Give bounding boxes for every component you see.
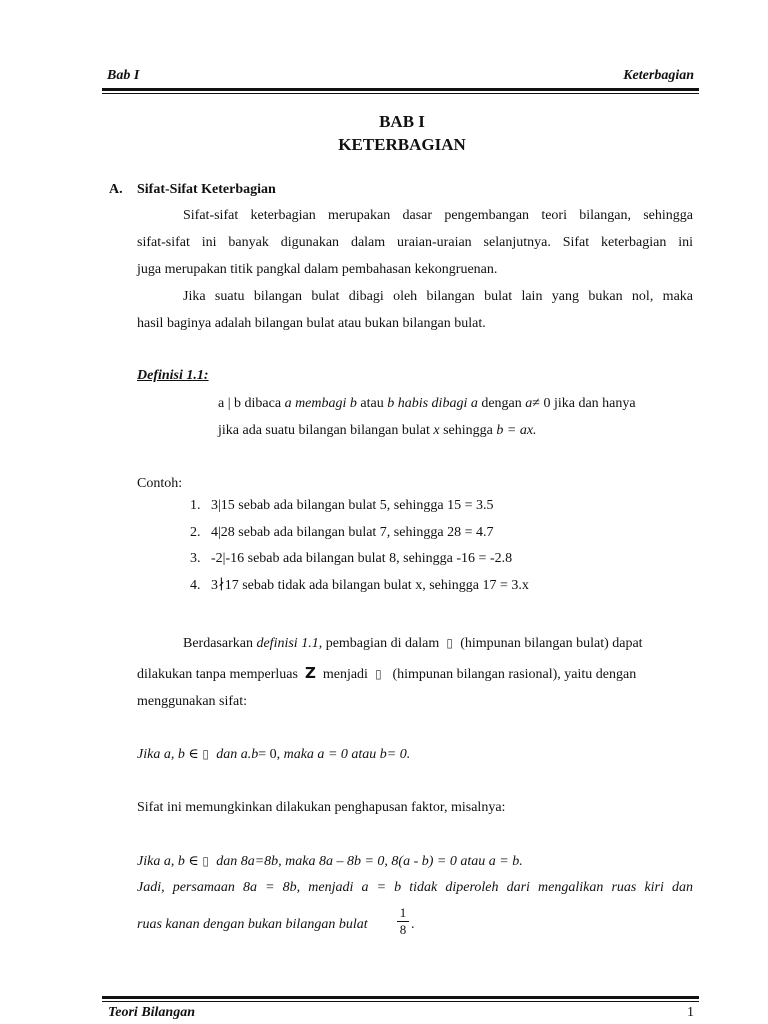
paragraph-1-line-1: Sifat-sifat keterbagian merupakan dasar pengembangan teori bilangan, sehingga [183, 208, 693, 223]
header-rule-thick [102, 88, 699, 91]
running-header-topic: Keterbagian [623, 68, 694, 83]
paragraph-1-line-2: sifat-sifat ini banyak digunakan dalam uraian-uraian selanjutnya. Sifat keterbagian ini [137, 235, 693, 250]
header-rule-thin [102, 93, 699, 94]
paragraph-4: Sifat ini memungkinkan dilakukan penghapusan faktor, misalnya: [137, 800, 506, 815]
running-header-chapter: Bab I [107, 68, 140, 83]
chapter-title: KETERBAGIAN [338, 135, 466, 154]
property-statement: Jika a, b ∈ ▯ dan a.b= 0, maka a = 0 atau b= 0. [137, 747, 411, 762]
section-title: Sifat-Sifat Keterbagian [137, 182, 276, 197]
missing-glyph-icon: ▯ [375, 667, 382, 681]
running-footer-book: Teori Bilangan [108, 1005, 196, 1020]
missing-glyph-icon: ▯ [202, 854, 209, 868]
example-2-line-3: ruas kanan dengan bukan bilangan bulat [137, 917, 368, 932]
paragraph-3-line-2: dilakukan tanpa memperluas Z menjadi ▯ (himpunan bilangan rasional), yaitu dengan [137, 664, 637, 682]
paragraph-3-line-1: Berdasarkan definisi 1.1, pembagian di dalam ▯ (himpunan bilangan bulat) dapat [183, 636, 643, 651]
paragraph-2-line-1: Jika suatu bilangan bulat dibagi oleh bilangan bulat lain yang bukan nol, maka [183, 289, 693, 304]
paragraph-2-line-2: hasil baginya adalah bilangan bulat atau bukan bilangan bulat. [137, 316, 486, 331]
fraction-one-eighth [397, 906, 409, 937]
example-2-period: . [411, 917, 415, 932]
examples-heading: Contoh: [137, 476, 183, 491]
definition-heading: Definisi 1.1: [137, 368, 209, 383]
examples-list [190, 496, 529, 602]
fraction-denominator: 8 [399, 922, 407, 937]
list-item: 3. -2|-16 sebab ada bilangan bulat 8, sehingga -16 = -2.8 [190, 551, 513, 566]
fraction-numerator: 1 [399, 905, 407, 920]
missing-glyph-icon: ▯ [446, 636, 454, 650]
paragraph-3-line-3: menggunakan sifat: [137, 694, 248, 709]
integer-set-symbol: Z [304, 664, 316, 682]
section-number: A. [109, 182, 123, 197]
page-number: 1 [687, 1005, 694, 1020]
footer-rule-thick [102, 996, 699, 999]
definition-line-1: a | b dibaca a membagi b atau b habis dibagi a dengan a≠ 0 jika dan hanya [218, 396, 636, 411]
footer-rule-thin [102, 1001, 699, 1002]
example-2-line-2: Jadi, persamaan 8a = 8b, menjadi a = b tidak diperoleh dari mengalikan ruas kiri dan [137, 880, 693, 895]
list-item: 1. 3|15 sebab ada bilangan bulat 5, sehingga 15 = 3.5 [190, 498, 494, 513]
chapter-number: BAB I [379, 112, 425, 131]
definition-line-2: jika ada suatu bilangan bilangan bulat x sehingga b = ax. [218, 423, 537, 438]
list-item: 2. 4|28 sebab ada bilangan bulat 7, sehingga 28 = 4.7 [190, 524, 494, 540]
example-2-line-1: Jika a, b ∈ ▯ dan 8a=8b, maka 8a – 8b = 0, 8(a - b) = 0 atau a = b. [137, 854, 523, 869]
paragraph-1-line-3: juga merupakan titik pangkal dalam pembahasan kekongruenan. [137, 262, 498, 277]
list-item: 4. 3∤17 sebab tidak ada bilangan bulat x, sehingga 17 = 3.x [190, 577, 529, 593]
missing-glyph-icon: ▯ [202, 747, 209, 761]
